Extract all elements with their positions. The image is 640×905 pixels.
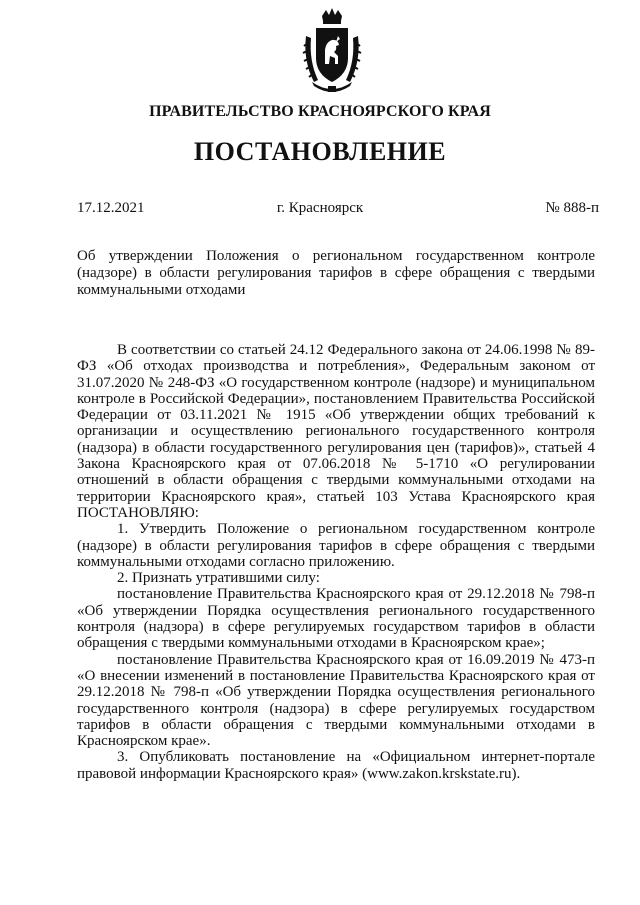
item-2a-paragraph: постановление Правительства Красноярского края от 29.12.2018 № 798-п «Об утверждении Порядка осуществления регионального государственного контроля (надзора) в сфере регулируемых государством тарифов в области обращения с твердыми коммунальными отходами в Красноярском крае»; bbox=[77, 586, 595, 652]
item-2b-paragraph: постановление Правительства Красноярского края от 16.09.2019 № 473-п «О внесении изменений в постановление Правительства Красноярского края от 29.12.2018 № 798-п «Об утверждении Порядка осуществления регионального государственного контроля (надзора) в сфере регулируемых государством тарифов в области обращения с твердыми коммунальными отходами в Красноярском крае». bbox=[77, 651, 595, 750]
item-2-paragraph: 2. Признать утратившими силу: bbox=[117, 570, 320, 587]
item-1-paragraph: 1. Утвердить Положение о региональном государственном контроле (надзоре) в области регулирования тарифов в сфере обращения с твердыми коммунальными отходами согласно приложению. bbox=[77, 521, 595, 570]
government-title: ПРАВИТЕЛЬСТВО КРАСНОЯРСКОГО КРАЯ bbox=[149, 103, 491, 120]
document-number: № 888-п bbox=[545, 200, 599, 216]
document-subject: Об утверждении Положения о региональном государственном контроле (надзоре) в области регулирования тарифов в сфере обращения с твердыми коммунальными отходами bbox=[77, 248, 595, 298]
document-city: г. Красноярск bbox=[276, 200, 364, 216]
document-date: 17.12.2021 bbox=[77, 200, 145, 216]
coat-of-arms-emblem-icon bbox=[300, 6, 364, 94]
preamble-paragraph: В соответствии со статьей 24.12 Федерального закона от 24.06.1998 № 89-ФЗ «Об отходах производства и потребления», Федеральным законом от 31.07.2020 № 248-ФЗ «О государственном контроле (надзоре) и муниципальном контроле в Российской Федерации», постановлением Правительства Российской Федерации от 03.11.2021 № 1915 «Об утверждении общих требований к организации и осуществлению регионального государственного контроля (надзора) в области государственного регулирования цен (тарифов)», статьей 4 Закона Красноярского края от 07.06.2018 № 5-1710 «О регулировании отношений в области обращения с твердыми коммунальными отходами на территории Красноярского края», статьей 103 Устава Красноярского края ПОСТАНОВЛЯЮ: bbox=[77, 342, 595, 521]
item-3-paragraph: 3. Опубликовать постановление на «Официальном интернет-портале правовой информации Красноярского края» (www.zakon.krskstate.ru). bbox=[77, 749, 595, 782]
document-kind-title: ПОСТАНОВЛЕНИЕ bbox=[193, 137, 447, 166]
document-body bbox=[77, 342, 595, 782]
